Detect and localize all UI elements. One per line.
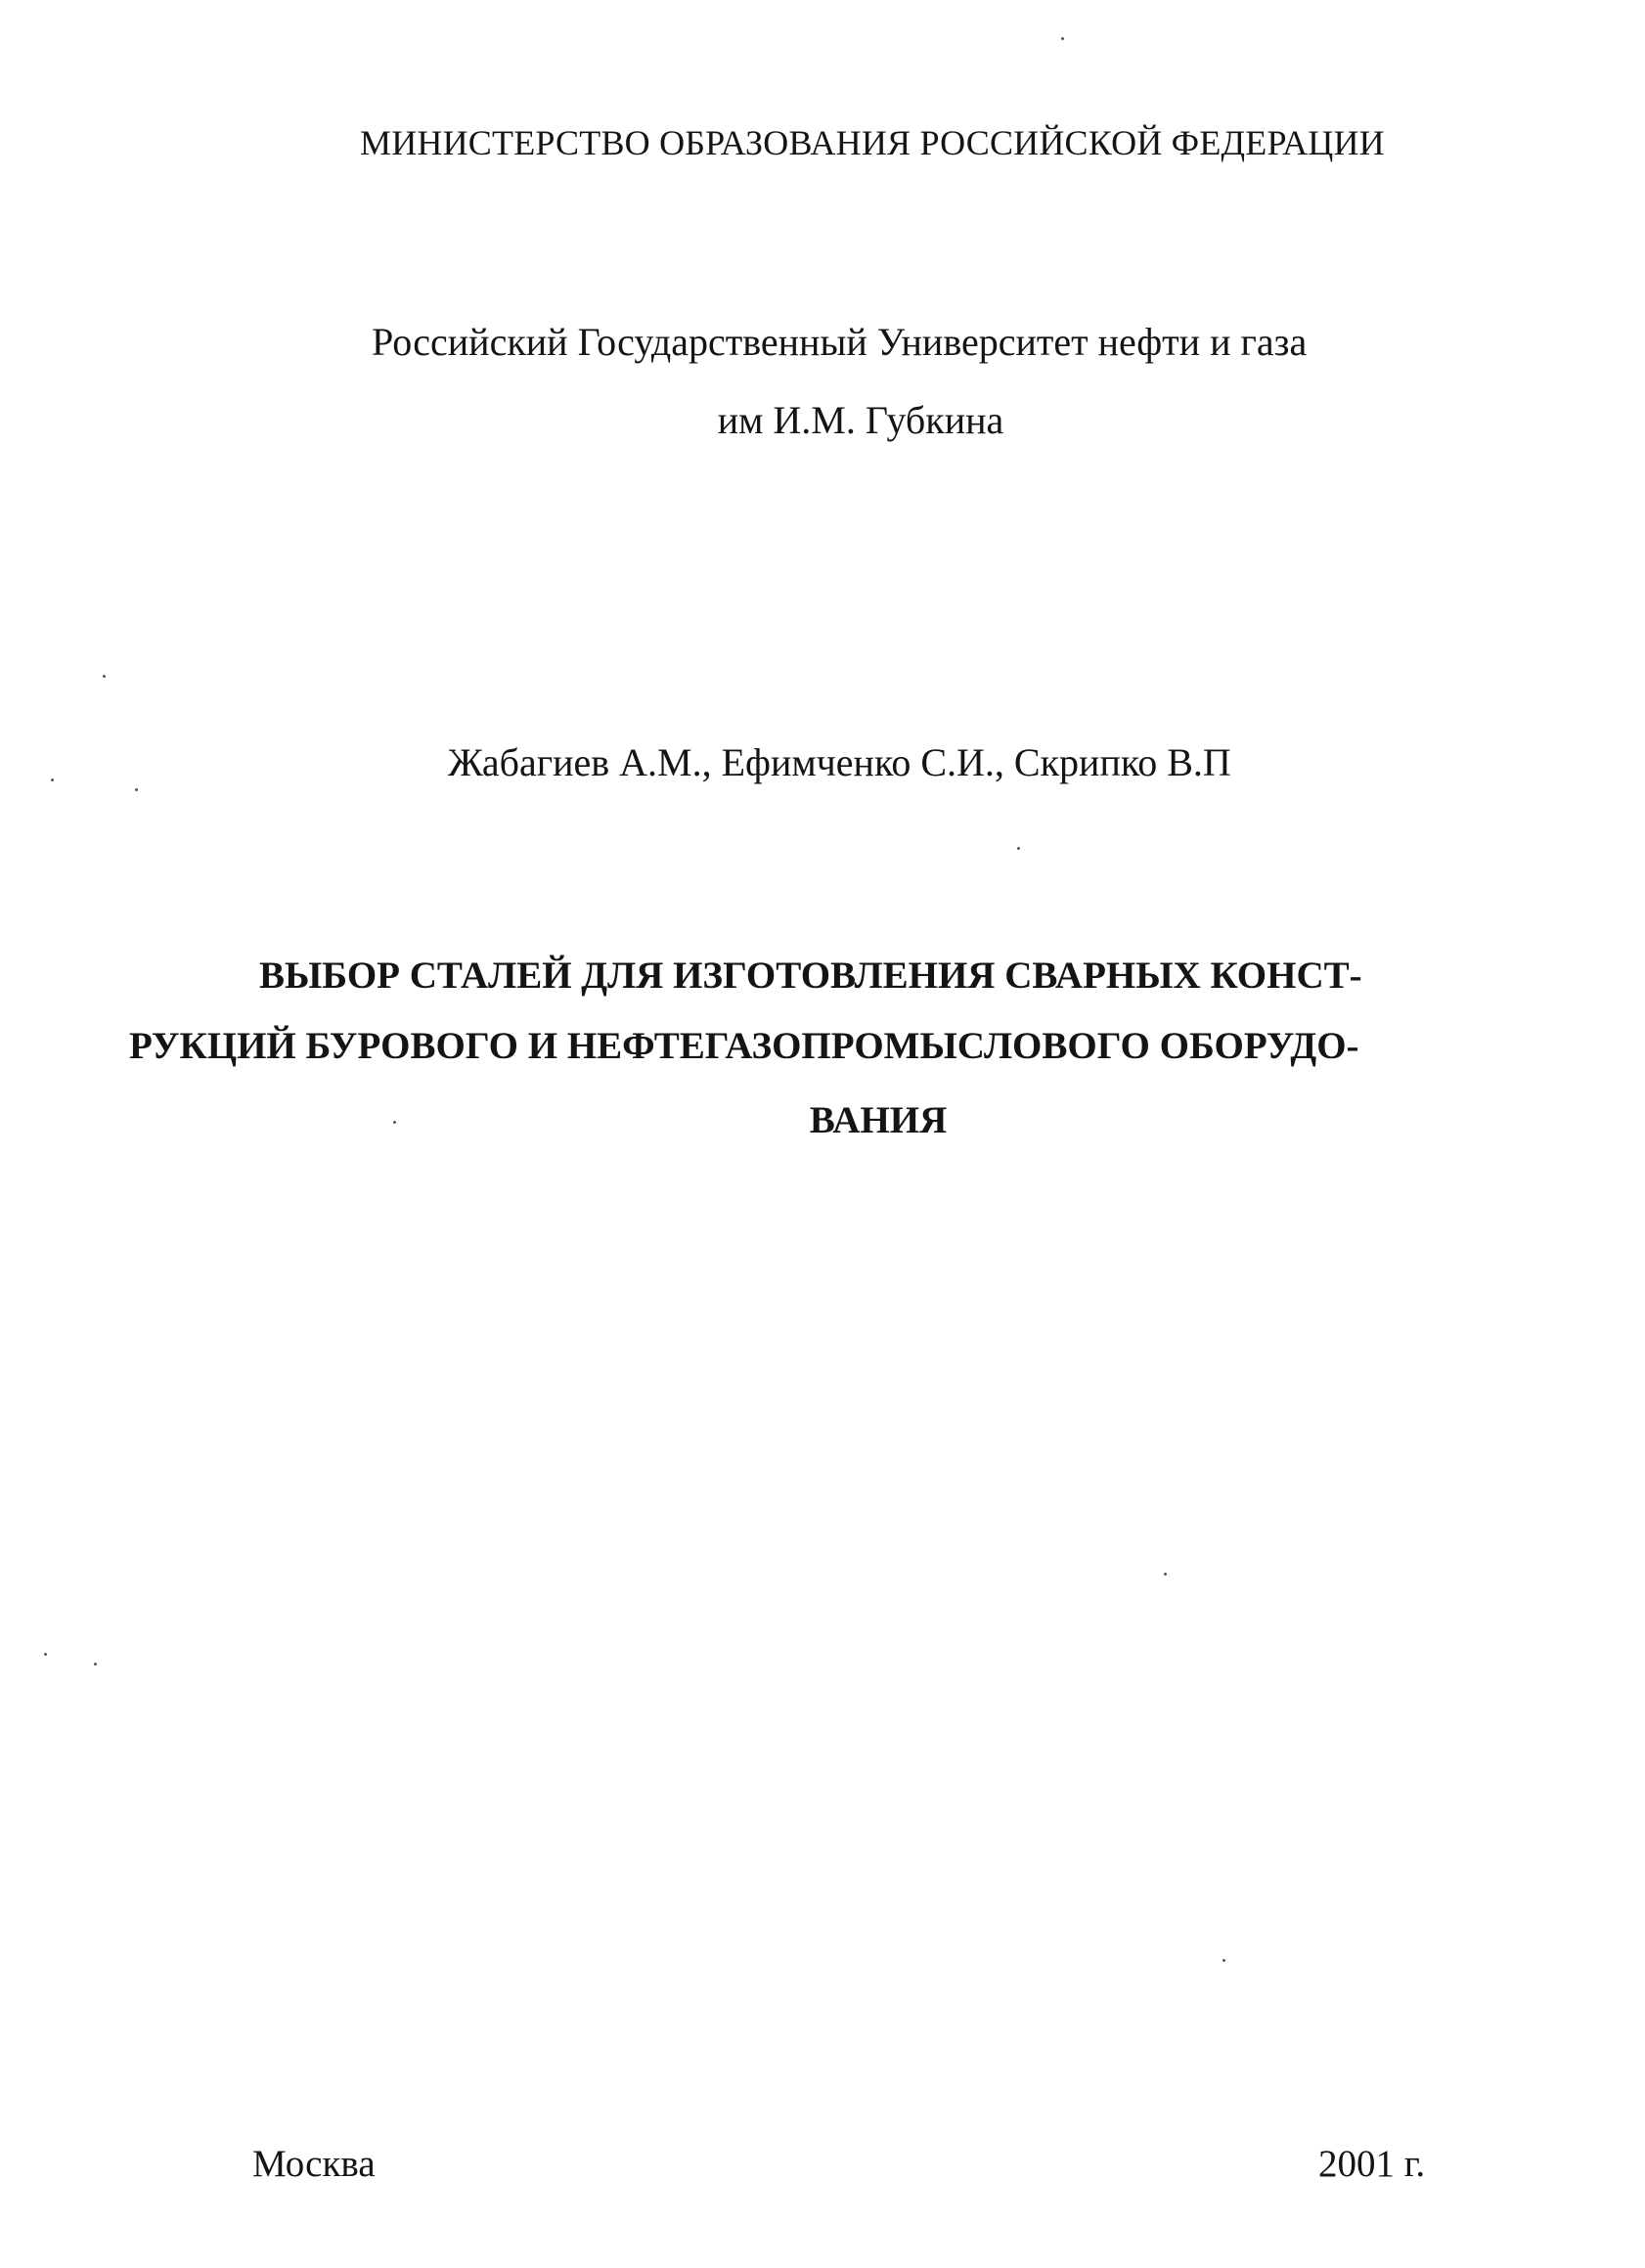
scan-speck bbox=[44, 1653, 47, 1656]
publication-year: 2001 г. bbox=[1318, 2143, 1426, 2185]
university-patron: им И.М. Губкина bbox=[717, 398, 1004, 442]
scan-speck bbox=[1017, 847, 1020, 850]
document-title-line-1: ВЫБОР СТАЛЕЙ ДЛЯ ИЗГОТОВЛЕНИЯ СВАРНЫХ КОНСТ- bbox=[259, 955, 1362, 997]
scan-speck bbox=[1223, 1959, 1225, 1962]
scan-speck bbox=[1164, 1573, 1167, 1576]
scan-speck bbox=[103, 675, 106, 678]
publication-city: Москва bbox=[252, 2143, 376, 2185]
scan-speck bbox=[393, 1121, 396, 1124]
document-title-line-2: РУКЦИЙ БУРОВОГО И НЕФТЕГАЗОПРОМЫСЛОВОГО ОБОРУДО- bbox=[129, 1025, 1359, 1067]
scan-speck bbox=[1061, 37, 1064, 40]
ministry-heading: МИНИСТЕРСТВО ОБРАЗОВАНИЯ РОССИЙСКОЙ ФЕДЕРАЦИИ bbox=[360, 123, 1385, 162]
document-title-line-3: ВАНИЯ bbox=[809, 1099, 948, 1141]
university-name: Российский Государственный Университет нефти и газа bbox=[372, 320, 1308, 364]
scan-speck bbox=[94, 1663, 97, 1666]
scan-speck bbox=[51, 778, 54, 781]
authors-line: Жабагиев А.М., Ефимченко С.И., Скрипко В.П bbox=[448, 740, 1231, 784]
scan-speck bbox=[135, 788, 138, 791]
